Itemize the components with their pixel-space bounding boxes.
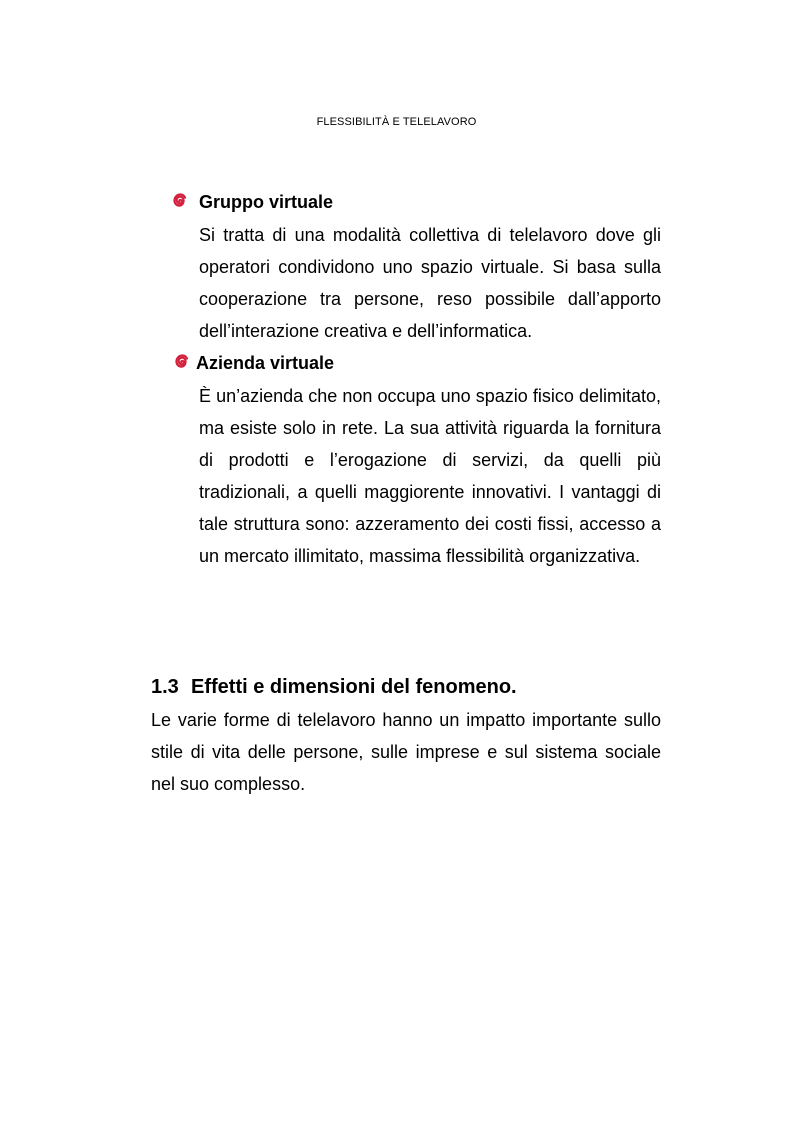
section-heading [151, 675, 517, 699]
spiral-bullet-icon [174, 353, 190, 369]
bullet-title-gruppo-virtuale: Gruppo virtuale [199, 192, 334, 212]
section-title: Effetti e dimensioni del fenomeno. [191, 676, 517, 698]
running-header: FLESSIBILITÀ E TELELAVORO [316, 116, 477, 128]
section-number: 1.3 [151, 676, 179, 698]
bullet-title-azienda-virtuale: Azienda virtuale [196, 353, 335, 373]
bullet-paragraph-azienda-virtuale: È un’azienda che non occupa uno spazio fisico delimitato, ma esiste solo in rete. La sua attività riguarda la fornitura di prodotti e l’erogazione di servizi, da quelli più tradizionali, a quelli maggiorente innovativi. I vantaggi di tale struttura sono: azzeramento dei costi fissi, accesso a un mercato illimitato, massima flessibilità organizzativa. [199, 386, 661, 566]
section-paragraph: Le varie forme di telelavoro hanno un impatto importante sullo stile di vita delle persone, sulle imprese e sul sistema sociale nel suo complesso. [151, 710, 661, 794]
spiral-bullet-icon [172, 192, 188, 208]
bullet-paragraph-gruppo-virtuale: Si tratta di una modalità collettiva di telelavoro dove gli operatori condividono uno spazio virtuale. Si basa sulla cooperazione tra persone, reso possibile dall’apporto dell’interazione creativa e dell’informatica. [199, 225, 661, 341]
